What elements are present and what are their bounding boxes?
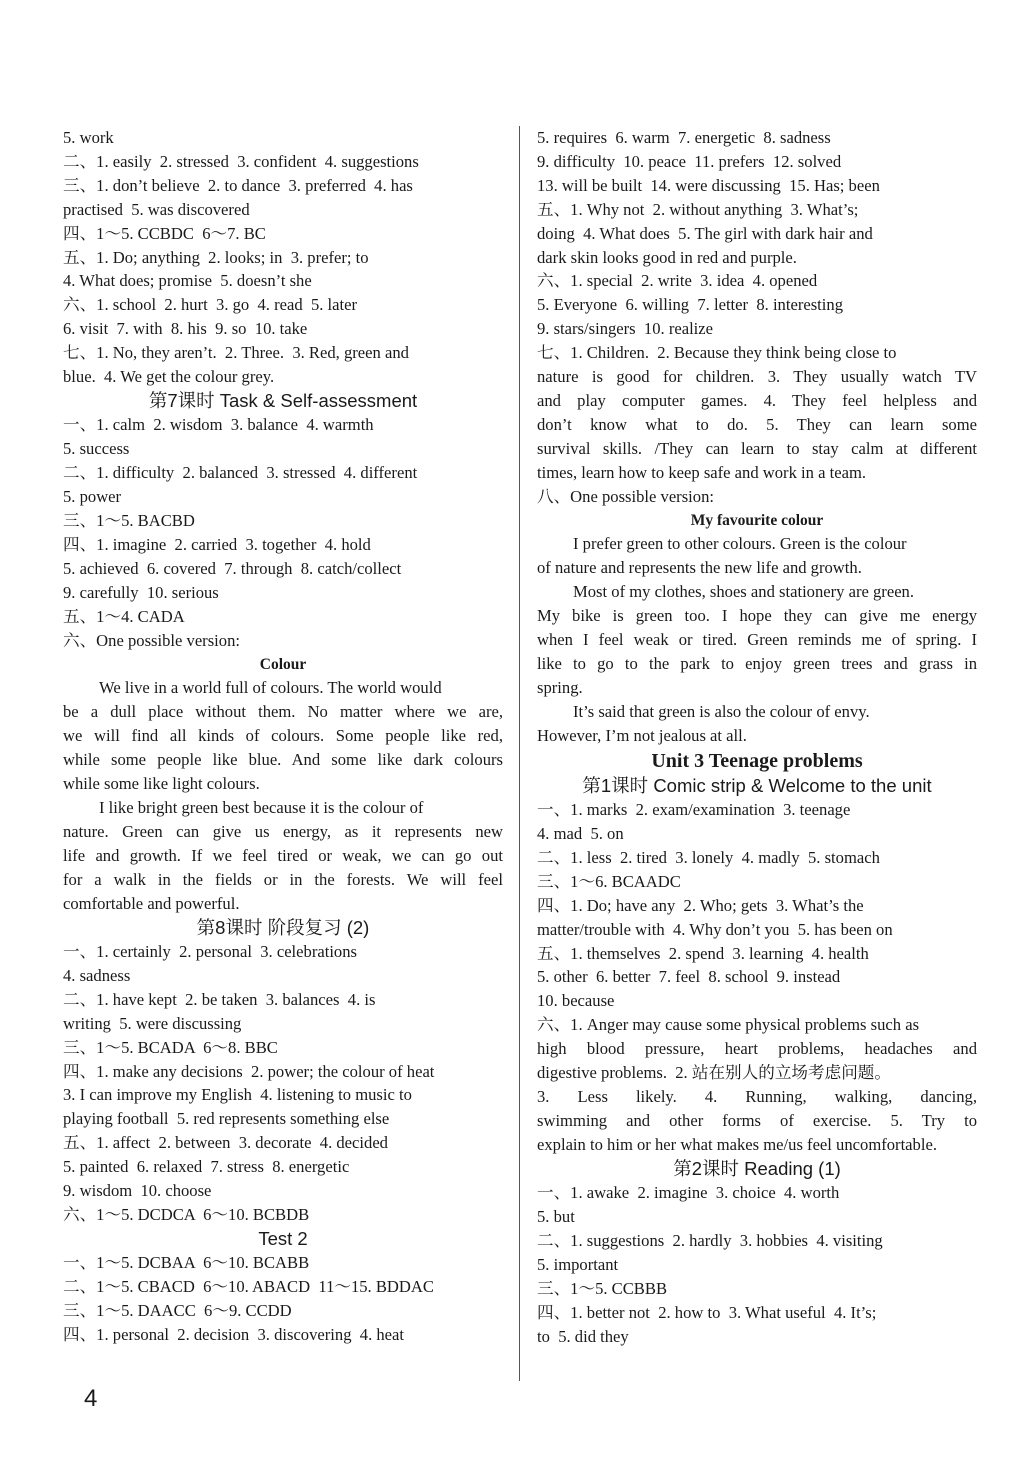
answer-line: 二、1. have kept 2. be taken 3. balances 4. is <box>63 989 376 1009</box>
answer-line: 一、1. certainly 2. personal 3. celebrations <box>63 942 357 961</box>
answer-line: to 5. did they <box>537 1326 629 1346</box>
text-line: life and growth. If we feel tired or weak, we can go out <box>63 845 503 865</box>
right-column <box>537 126 977 1349</box>
text-line: be a dull place without them. No matter where we are, <box>63 702 503 722</box>
answer-line: 4. mad 5. on <box>537 823 624 843</box>
text-line: 3. Less likely. 4. Running, walking, dancing, <box>537 1086 977 1106</box>
answer-line: 9. wisdom 10. choose <box>63 1181 212 1201</box>
answer-line: 四、1. personal 2. decision 3. discovering 4. heat <box>63 1325 405 1345</box>
answer-line: 二、1～5. CBACD 6～10. ABACD 11～15. BDDAC <box>63 1277 434 1297</box>
answer-line: 三、1～5. CCBBB <box>537 1278 668 1298</box>
answer-line: 三、1. don’t believe 2. to dance 3. preferred 4. has <box>63 175 413 195</box>
answer-line: 5. but <box>537 1207 575 1227</box>
answer-line: 5. other 6. better 7. feel 8. school 9. instead <box>537 967 841 987</box>
answer-line: 六、One possible version: <box>63 630 240 650</box>
answer-line: 五、1. Do; anything 2. looks; in 3. prefer; to <box>63 247 369 267</box>
answer-line: 二、1. less 2. tired 3. lonely 4. madly 5. stomach <box>537 847 880 867</box>
text-line: nature is good for children. 3. They usually watch TV <box>537 367 977 387</box>
answer-line: 13. will be built 14. were discussing 15. Has; been <box>537 175 880 195</box>
paragraph-start: I like bright green best because it is the colour of <box>99 797 424 817</box>
text-line: high blood pressure, heart problems, headaches and <box>537 1039 977 1059</box>
answer-line: 五、1. Why not 2. without anything 3. What’s; <box>537 199 859 219</box>
answer-line: 4. What does; promise 5. doesn’t she <box>63 271 312 291</box>
column-divider <box>519 126 520 1381</box>
answer-line: 五、1. themselves 2. spend 3. learning 4. health <box>537 943 869 963</box>
text-line: we will find all kinds of colours. Some people like red, <box>63 726 503 746</box>
answer-line: 五、1. affect 2. between 3. decorate 4. decided <box>63 1133 388 1153</box>
answer-line: 四、1. better not 2. how to 3. What useful 4. It’s; <box>537 1302 877 1322</box>
answer-line: doing 4. What does 5. The girl with dark hair and <box>537 223 873 243</box>
text-line: survival skills. /They can learn to stay calm at different <box>537 438 977 458</box>
essay-title: My favourite colour <box>690 511 824 529</box>
lesson-heading: 第8课时 阶段复习 (2) <box>196 916 370 938</box>
answer-line: while some like light colours. <box>63 774 260 794</box>
answer-line: However, I’m not jealous at all. <box>537 725 747 745</box>
answer-line: 一、1. marks 2. exam/examination 3. teenage <box>537 800 851 820</box>
answer-line: digestive problems. 2. 站在别人的立场考虑问题。 <box>537 1063 891 1083</box>
essay-title: Colour <box>259 655 307 673</box>
text-line: and play computer games. 4. They feel helpless and <box>537 390 977 410</box>
paragraph-start: We live in a world full of colours. The world would <box>99 678 442 698</box>
answer-line: 9. stars/singers 10. realize <box>537 319 714 339</box>
answer-line: 4. sadness <box>63 965 131 985</box>
text-line: when I feel weak or tired. Green reminds me of spring. I <box>537 630 977 650</box>
answer-line: 六、1. school 2. hurt 3. go 4. read 5. later <box>63 295 358 315</box>
answer-line: of nature and represents the new life and growth. <box>537 558 862 578</box>
lesson-heading: Test 2 <box>258 1227 308 1249</box>
answer-line: comfortable and powerful. <box>63 893 240 913</box>
answer-line: spring. <box>537 677 583 697</box>
answer-line: 四、1. imagine 2. carried 3. together 4. hold <box>63 535 371 554</box>
unit-heading: Unit 3 Teenage problems <box>651 749 863 772</box>
answer-line: explain to him or her what makes me/us feel uncomfortable. <box>537 1134 937 1154</box>
answer-line: 六、1. special 2. write 3. idea 4. opened <box>537 271 818 291</box>
answer-line: 5. Everyone 6. willing 7. letter 8. interesting <box>537 295 843 315</box>
answer-line: 5. success <box>63 439 130 459</box>
paragraph-start: It’s said that green is also the colour of envy. <box>573 701 870 721</box>
text-line: for a walk in the fields or in the forests. We will feel <box>63 869 503 889</box>
answer-line: 9. carefully 10. serious <box>63 582 219 602</box>
paragraph-start: I prefer green to other colours. Green is the colour <box>573 534 907 554</box>
answer-line: 二、1. suggestions 2. hardly 3. hobbies 4. visiting <box>537 1230 883 1250</box>
answer-line: playing football 5. red represents something else <box>63 1109 390 1129</box>
page-number: 4 <box>84 1385 98 1412</box>
answer-line: 10. because <box>537 991 615 1011</box>
text-line: My bike is green too. I hope they can give me energy <box>537 606 977 626</box>
answer-line: 5. important <box>537 1254 619 1274</box>
answer-line: 5. power <box>63 487 122 507</box>
answer-line: 四、1. make any decisions 2. power; the colour of heat <box>63 1061 435 1081</box>
lesson-heading: 第1课时 Comic strip & Welcome to the unit <box>582 774 932 796</box>
answer-line: 一、1～5. DCBAA 6～10. BCABB <box>63 1253 310 1273</box>
answer-line: writing 5. were discussing <box>63 1013 242 1033</box>
answer-line: 三、1～5. DAACC 6～9. CCDD <box>63 1301 292 1321</box>
text-line: nature. Green can give us energy, as it represents new <box>63 821 503 841</box>
answer-line: times, learn how to keep safe and work in a team. <box>537 462 866 482</box>
answer-line: 七、1. Children. 2. Because they think being close to <box>537 343 897 363</box>
text-line: while some people like blue. And some like dark colours <box>63 750 503 770</box>
answer-line: 七、1. No, they aren’t. 2. Three. 3. Red, green and <box>63 343 409 363</box>
answer-line: 三、1～5. BCADA 6～8. BBC <box>63 1037 278 1057</box>
answer-line: 二、1. easily 2. stressed 3. confident 4. suggestions <box>63 151 419 171</box>
answer-line: 八、One possible version: <box>537 486 714 506</box>
answer-line: 三、1～6. BCAADC <box>537 871 681 891</box>
answer-line: blue. 4. We get the colour grey. <box>63 367 275 387</box>
answer-line: 三、1～5. BACBD <box>63 511 195 531</box>
left-column <box>63 126 503 1347</box>
answer-line: 9. difficulty 10. peace 11. prefers 12. solved <box>537 151 842 171</box>
answer-line: dark skin looks good in red and purple. <box>537 247 797 267</box>
answer-line: 四、1. Do; have any 2. Who; gets 3. What’s the <box>537 895 864 915</box>
answer-line: 二、1. difficulty 2. balanced 3. stressed 4. different <box>63 463 418 483</box>
answer-line: 3. I can improve my English 4. listening to music to <box>63 1085 412 1105</box>
text-line: swimming and other forms of exercise. 5. Try to <box>537 1110 977 1130</box>
answer-line: 一、1. awake 2. imagine 3. choice 4. worth <box>537 1183 840 1203</box>
text-line: don’t know what to do. 5. They can learn some <box>537 414 977 434</box>
lesson-heading: 第7课时 Task & Self-assessment <box>148 389 418 411</box>
answer-line: 5. requires 6. warm 7. energetic 8. sadness <box>537 128 831 147</box>
answer-line: 五、1～4. CADA <box>63 606 185 626</box>
answer-line: 5. work <box>63 128 114 147</box>
answer-line: practised 5. was discovered <box>63 199 250 219</box>
answer-line: 六、1～5. DCDCA 6～10. BCBDB <box>63 1204 310 1224</box>
answer-line: 6. visit 7. with 8. his 9. so 10. take <box>63 319 308 339</box>
answer-line: 一、1. calm 2. wisdom 3. balance 4. warmth <box>63 415 374 435</box>
answer-line: 六、1. Anger may cause some physical problems such as <box>537 1015 920 1035</box>
answer-line: matter/trouble with 4. Why don’t you 5. has been on <box>537 919 893 939</box>
answer-line: 5. achieved 6. covered 7. through 8. catch/collect <box>63 558 402 578</box>
lesson-heading: 第2课时 Reading (1) <box>673 1157 841 1179</box>
text-line: like to go to the park to enjoy green trees and grass in <box>537 653 977 673</box>
answer-line: 四、1～5. CCBDC 6～7. BC <box>63 223 266 243</box>
answer-line: 5. painted 6. relaxed 7. stress 8. energetic <box>63 1157 350 1177</box>
paragraph-start: Most of my clothes, shoes and stationery are green. <box>573 582 915 602</box>
